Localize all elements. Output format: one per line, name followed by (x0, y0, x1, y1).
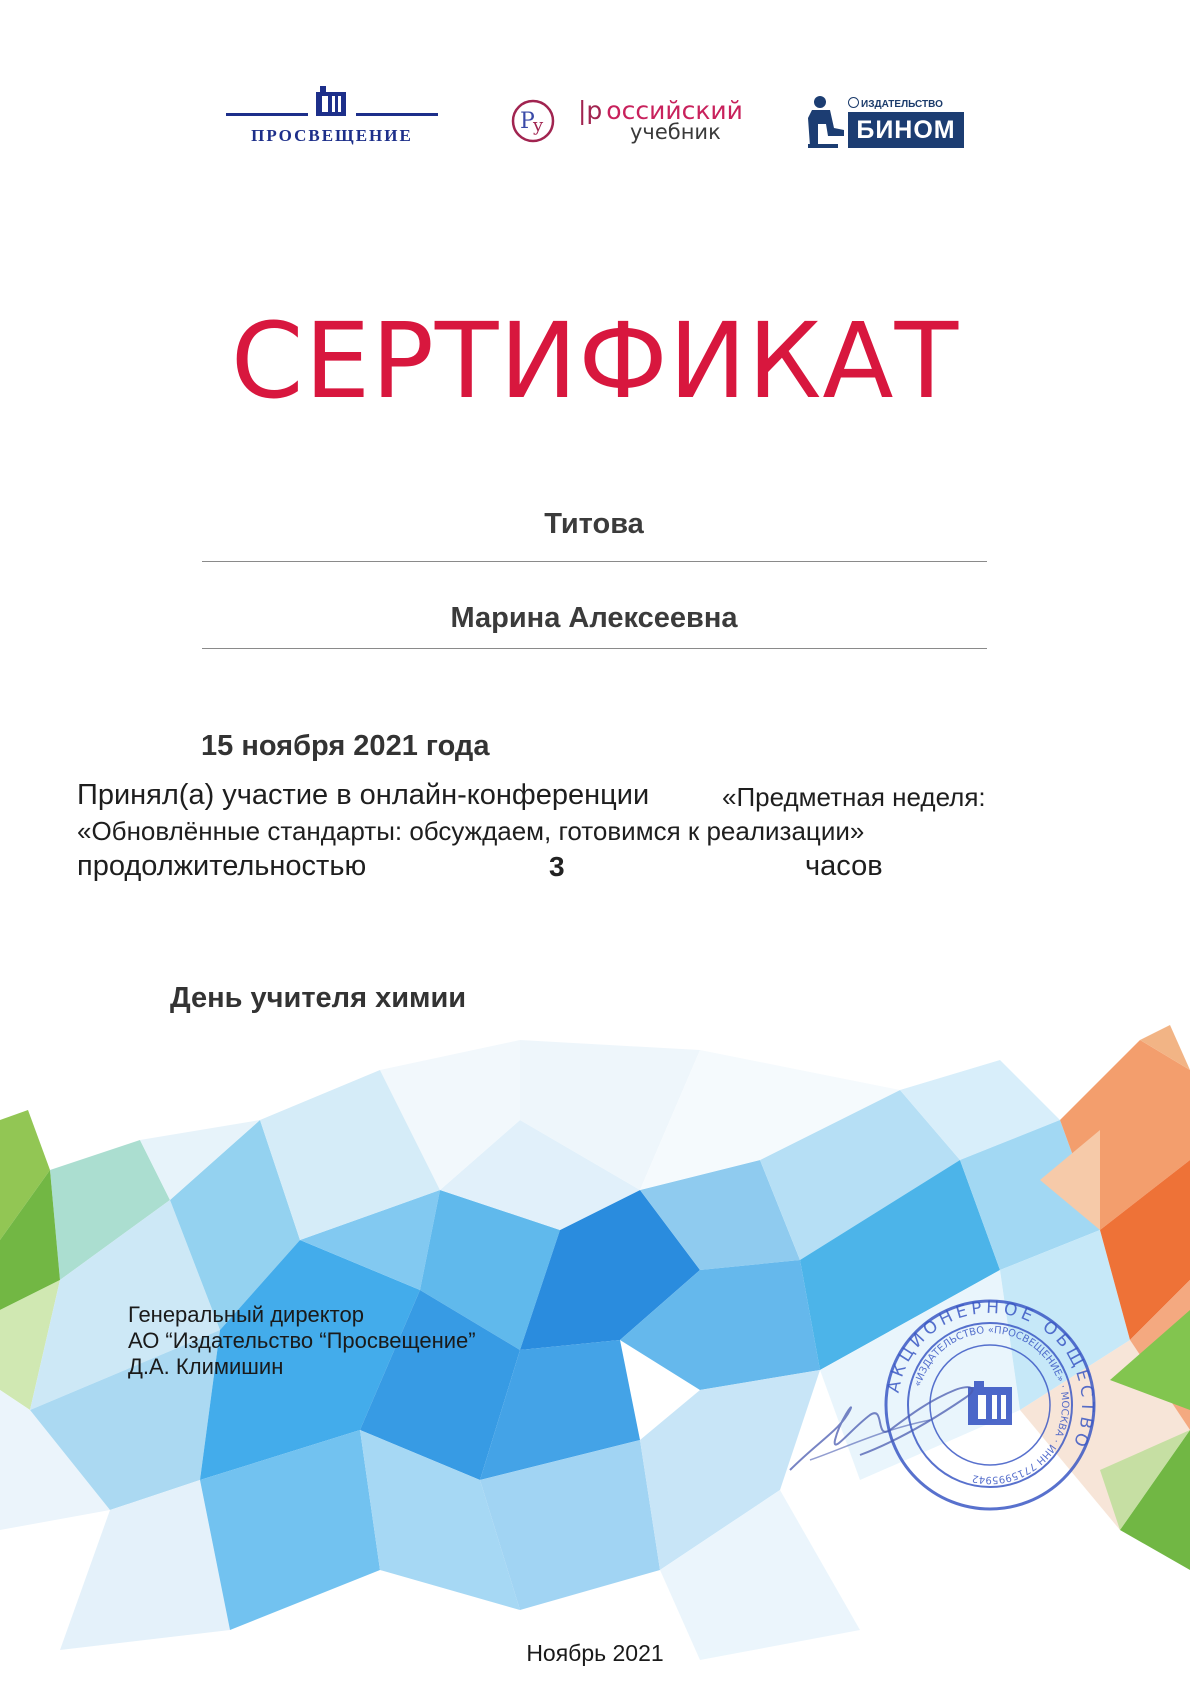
ru-circle-icon (510, 98, 556, 144)
ru-logo-line2: учебник (630, 120, 721, 144)
event-quote-open: «Предметная неделя: (722, 782, 986, 812)
seated-person-icon (804, 94, 846, 150)
rossiyskiy-uchebnik-logo (510, 96, 760, 150)
event-name: День учителя химии (170, 982, 467, 1014)
prosveshchenie-logo (226, 86, 438, 148)
recipient-surname: Титова (544, 508, 644, 540)
prosveshchenie-emblem-icon (314, 86, 348, 118)
svg-text:АКЦИОНЕРНОЕ ОБЩЕСТВО: АКЦИОНЕРНОЕ ОБЩЕСТВО (883, 1297, 1098, 1454)
recipient-given-names: Марина Алексеевна (450, 602, 738, 634)
binom-wordmark: БИНОМ (848, 112, 964, 148)
svg-text:P: P (520, 109, 535, 134)
prosveshchenie-wordmark: ПРОСВЕЩЕНИЕ (251, 126, 413, 145)
participation-text: Принял(а) участие в онлайн-конференции (77, 779, 650, 811)
svg-text:y: y (533, 115, 544, 136)
hours-unit: часов (805, 850, 883, 882)
duration-hours: 3 (549, 851, 565, 882)
certificate-title: СЕРТИФИКАТ (230, 300, 960, 422)
ru-logo-line1: |р оссийский (578, 96, 743, 125)
binom-logo (804, 94, 966, 152)
handwritten-signature (780, 1370, 1000, 1490)
signatory-company: АО “Издательство “Просвещение” (128, 1328, 476, 1353)
issue-date: Ноябрь 2021 (526, 1640, 664, 1666)
conference-title: «Обновлённые стандарты: обсуждаем, готовимся к реализации» (77, 816, 865, 846)
duration-label: продолжительностью (77, 850, 367, 882)
svg-text:«ИЗДАТЕЛЬСТВО «ПРОСВЕЩЕНИЕ» ·: «ИЗДАТЕЛЬСТВО «ПРОСВЕЩЕНИЕ» · МОСКВА · ИНН 7715995942 (912, 1324, 1071, 1486)
binom-publisher-label: ИЗДАТЕЛЬСТВО (848, 97, 943, 110)
surname-underline (202, 561, 987, 562)
signatory-name: Д.А. Климишин (128, 1354, 284, 1379)
event-date: 15 ноября 2021 года (201, 730, 490, 762)
signatory-position: Генеральный директор (128, 1302, 364, 1327)
given-names-underline (202, 648, 987, 649)
